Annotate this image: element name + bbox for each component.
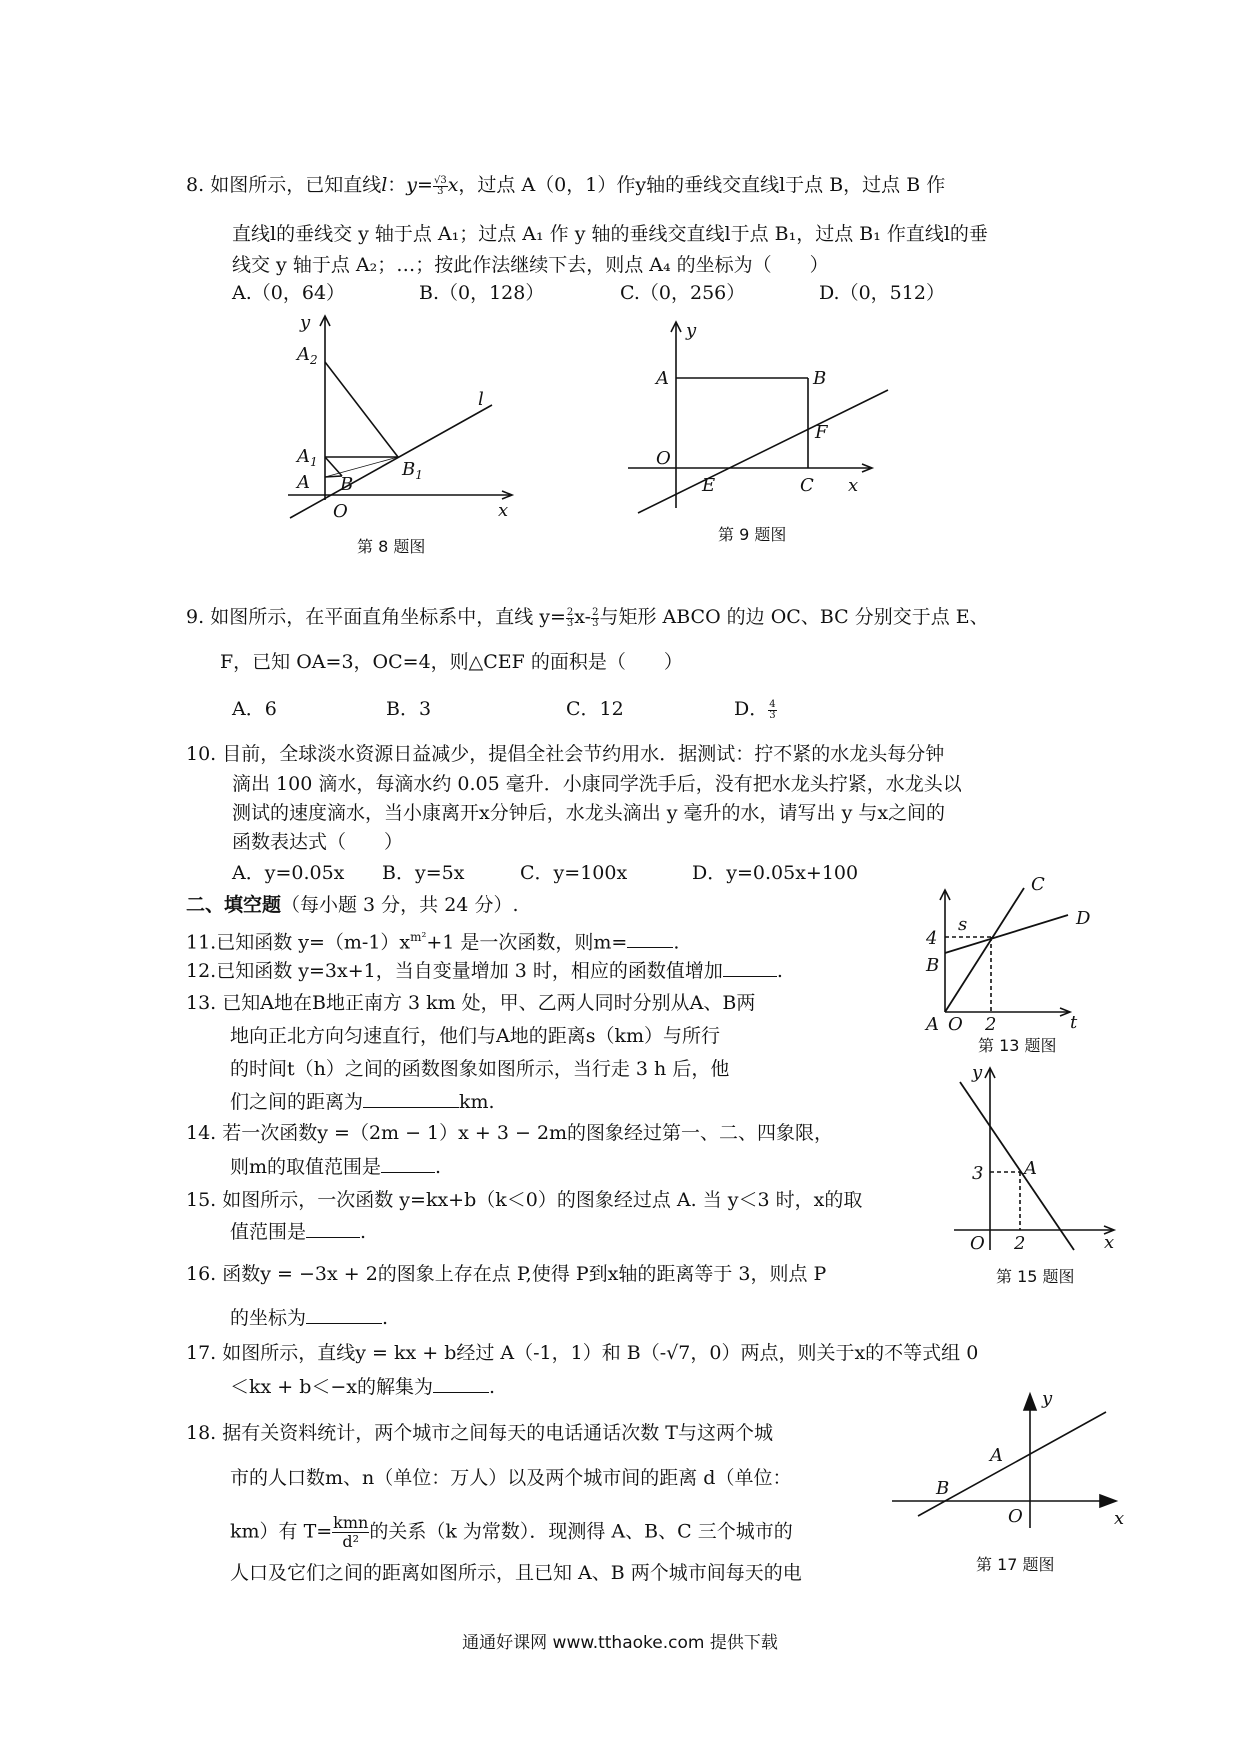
q16-answer-blank [306, 1305, 382, 1324]
q14-answer-blank [381, 1154, 435, 1173]
q17-answer-blank [433, 1374, 489, 1393]
q13-line3: 的时间t（h）之间的函数图象如图所示，当行走 3 h 后，他 [230, 1058, 730, 1080]
fig17-label-o: O [1008, 1506, 1023, 1527]
fig9-label-c: C [800, 475, 814, 496]
fig9-label-f: F [815, 422, 828, 443]
q12: 12.已知函数 y=3x+1，当自变量增加 3 时，相应的函数值增加 . [186, 960, 783, 982]
fig15-label-y: y [972, 1062, 983, 1083]
q10-option-b: B．y=5x [382, 862, 465, 884]
figure-17 [890, 1388, 1130, 1540]
figure-13 [918, 874, 1098, 1035]
fig17-label-x: x [1114, 1508, 1125, 1529]
fig9-label-o: O [656, 448, 671, 469]
fig13-label-a: A [926, 1014, 939, 1035]
page-footer: 通通好课网 www.tthaoke.com 提供下载 [462, 1633, 778, 1653]
fig9-caption: 第 9 题图 [718, 525, 787, 544]
fig15-caption: 第 15 题图 [996, 1267, 1075, 1286]
fig13-label-d: D [1076, 908, 1091, 929]
q9-option-a: A．6 [232, 698, 277, 720]
figure-9 [620, 318, 890, 528]
q15-answer-blank [306, 1219, 360, 1238]
fig17-label-a: A [990, 1445, 1003, 1466]
q13-line2: 地向正北方向匀速直行，他们与A地的距离s（km）与所行 [230, 1025, 721, 1047]
q18-line3: km）有 T= $\frac{\text{kmn}}{\text{d²}}$ 的关系（k 为常数）．现测得 A、B、C 三个城市的 [230, 1513, 793, 1551]
fig17-x-arrow [1100, 1495, 1116, 1507]
fig13-label-o: O [948, 1014, 963, 1035]
q13-answer-blank [363, 1089, 459, 1108]
fig8-label-y: y [300, 312, 311, 333]
q16-line1: 16. 函数y = −3x + 2的图象上存在点 P,使得 P到x轴的距离等于 3，则点 P [186, 1263, 827, 1285]
fig9-label-y: y [686, 320, 697, 341]
q10-line1: 10. 目前，全球淡水资源日益减少，提倡全社会节约用水．据测试：拧不紧的水龙头每分钟 [186, 743, 945, 765]
fig17-y-arrow [1024, 1394, 1036, 1410]
figure-8 [270, 310, 530, 530]
q14-line2: 则m的取值范围是 . [230, 1156, 442, 1178]
q9-option-b: B．3 [386, 698, 432, 720]
fig13-caption: 第 13 题图 [978, 1036, 1057, 1055]
q17-line1: 17. 如图所示，直线y = kx + b经过 A（-1，1）和 B（-√7，0）两点，则关于x的不等式组 0 [186, 1342, 979, 1364]
q10-option-d: D．y=0.05x+100 [692, 862, 859, 884]
q9-option-c: C．12 [566, 698, 624, 720]
fig15-label-o: O [970, 1233, 985, 1254]
fig15-label-a: A [1024, 1158, 1037, 1179]
fig17-label-y: y [1042, 1388, 1053, 1409]
q8-option-a: A.（0，64） [232, 282, 346, 304]
q9-line2: F，已知 OA=3，OC=4，则△CEF 的面积是（ ） [220, 651, 683, 673]
fig8-label-a2: $A_2$ [297, 344, 318, 367]
q9-line1: 9. 如图所示，在平面直角坐标系中，直线 y= $\frac{2}{3}$ x- $\frac{2}{3}$ 与矩形 ABCO 的边 OC、BC 分别交于点 E、 [186, 606, 989, 629]
fig17-label-b: B [936, 1478, 950, 1499]
section-2-heading: 二、填空题（每小题 3 分，共 24 分）. [186, 894, 519, 916]
fig9-label-b: B [813, 368, 827, 389]
fig8-label-o: O [333, 501, 348, 522]
fig15-label-3: 3 [972, 1163, 984, 1184]
fig8-label-b: B [340, 474, 354, 495]
fig8-label-a: A [297, 472, 310, 493]
fig13-label-s: s [958, 914, 968, 935]
q10-line2: 滴出 100 滴水，每滴水约 0.05 毫升．小康同学洗手后，没有把水龙头拧紧，水龙头以 [232, 773, 962, 795]
fig8-label-l: l [478, 389, 484, 410]
q8-line1: 8. 如图所示，已知直线l：y= $\frac{√3}{3}$ x，过点 A（0，1）作y轴的垂线交直线l于点 B，过点 B 作 [186, 174, 946, 197]
fig8-seg-ab1 [325, 457, 398, 477]
q18-line2: 市的人口数m、n（单位：万人）以及两个城市间的距离 d（单位： [230, 1467, 792, 1489]
fig8-caption: 第 8 题图 [357, 537, 426, 556]
fig9-label-e: E [702, 475, 716, 496]
q13-line4: 们之间的距离为 km. [230, 1091, 495, 1113]
fig13-label-t: t [1070, 1012, 1078, 1033]
q18-line4: 人口及它们之间的距离如图所示，且已知 A、B 两个城市间每天的电 [230, 1562, 802, 1584]
q11: 11.已知函数 $y=(m-1)x^{m^2}+1$ 是一次函数，则m= . [186, 930, 680, 954]
q10-option-a: A．y=0.05x [232, 862, 345, 884]
fig8-seg-a2b1 [325, 362, 398, 457]
fig13-label-c: C [1031, 874, 1045, 895]
q10-line4: 函数表达式（ ） [232, 831, 404, 853]
fig17-caption: 第 17 题图 [976, 1555, 1055, 1574]
q8-fraction: $\frac{√3}{3}$ [433, 174, 447, 197]
q13-line1: 13. 已知A地在B地正南方 3 km 处，甲、乙两人同时分别从A、B两 [186, 992, 756, 1014]
q18-line1: 18. 据有关资料统计，两个城市之间每天的电话通话次数 T与这两个城 [186, 1422, 773, 1444]
fig13-label-4: 4 [926, 928, 938, 949]
fig8-label-x: x [498, 500, 509, 521]
fig13-label-b: B [926, 955, 940, 976]
q8-option-d: D.（0，512） [819, 282, 945, 304]
q8-line3: 线交 y 轴于点 A₂；…；按此作法继续下去，则点 A₄ 的坐标为（ ） [232, 254, 829, 276]
fig8-line-l [290, 405, 492, 518]
q8-line2: 直线l的垂线交 y 轴于点 A₁；过点 A₁ 作 y 轴的垂线交直线l于点 B₁，过点 B₁ 作直线l的垂 [232, 223, 988, 245]
q12-answer-blank [723, 958, 777, 977]
q15-line2: 值范围是 . [230, 1221, 367, 1243]
fig9-label-a: A [656, 368, 669, 389]
fig15-label-2: 2 [1014, 1233, 1026, 1254]
fig15-label-x: x [1104, 1232, 1115, 1253]
q14-line1: 14. 若一次函数y =（2m − 1）x + 3 − 2m的图象经过第一、二、四象限， [186, 1122, 834, 1144]
fig9-label-x: x [848, 475, 859, 496]
figure-15 [950, 1062, 1120, 1254]
fig8-label-b1: $B_1$ [402, 459, 423, 482]
fig13-label-2: 2 [985, 1014, 997, 1035]
q11-answer-blank [627, 929, 673, 948]
q17-line2: ＜kx + b＜−x的解集为 . [230, 1376, 496, 1398]
q16-line2: 的坐标为 . [230, 1307, 389, 1329]
q15-line1: 15. 如图所示，一次函数 y=kx+b（k＜0）的图象经过点 A. 当 y＜3 时，x的取 [186, 1189, 863, 1211]
q8-option-c: C.（0，256） [620, 282, 746, 304]
q8-option-b: B.（0，128） [419, 282, 545, 304]
q10-option-c: C．y=100x [520, 862, 628, 884]
fig8-label-a1: $A_1$ [297, 446, 318, 469]
q10-line3: 测试的速度滴水，当小康离开x分钟后，水龙头滴出 y 毫升的水，请写出 y 与x之间的 [232, 802, 946, 824]
q9-option-d: D． $\frac{4}{3}$ [734, 698, 776, 721]
